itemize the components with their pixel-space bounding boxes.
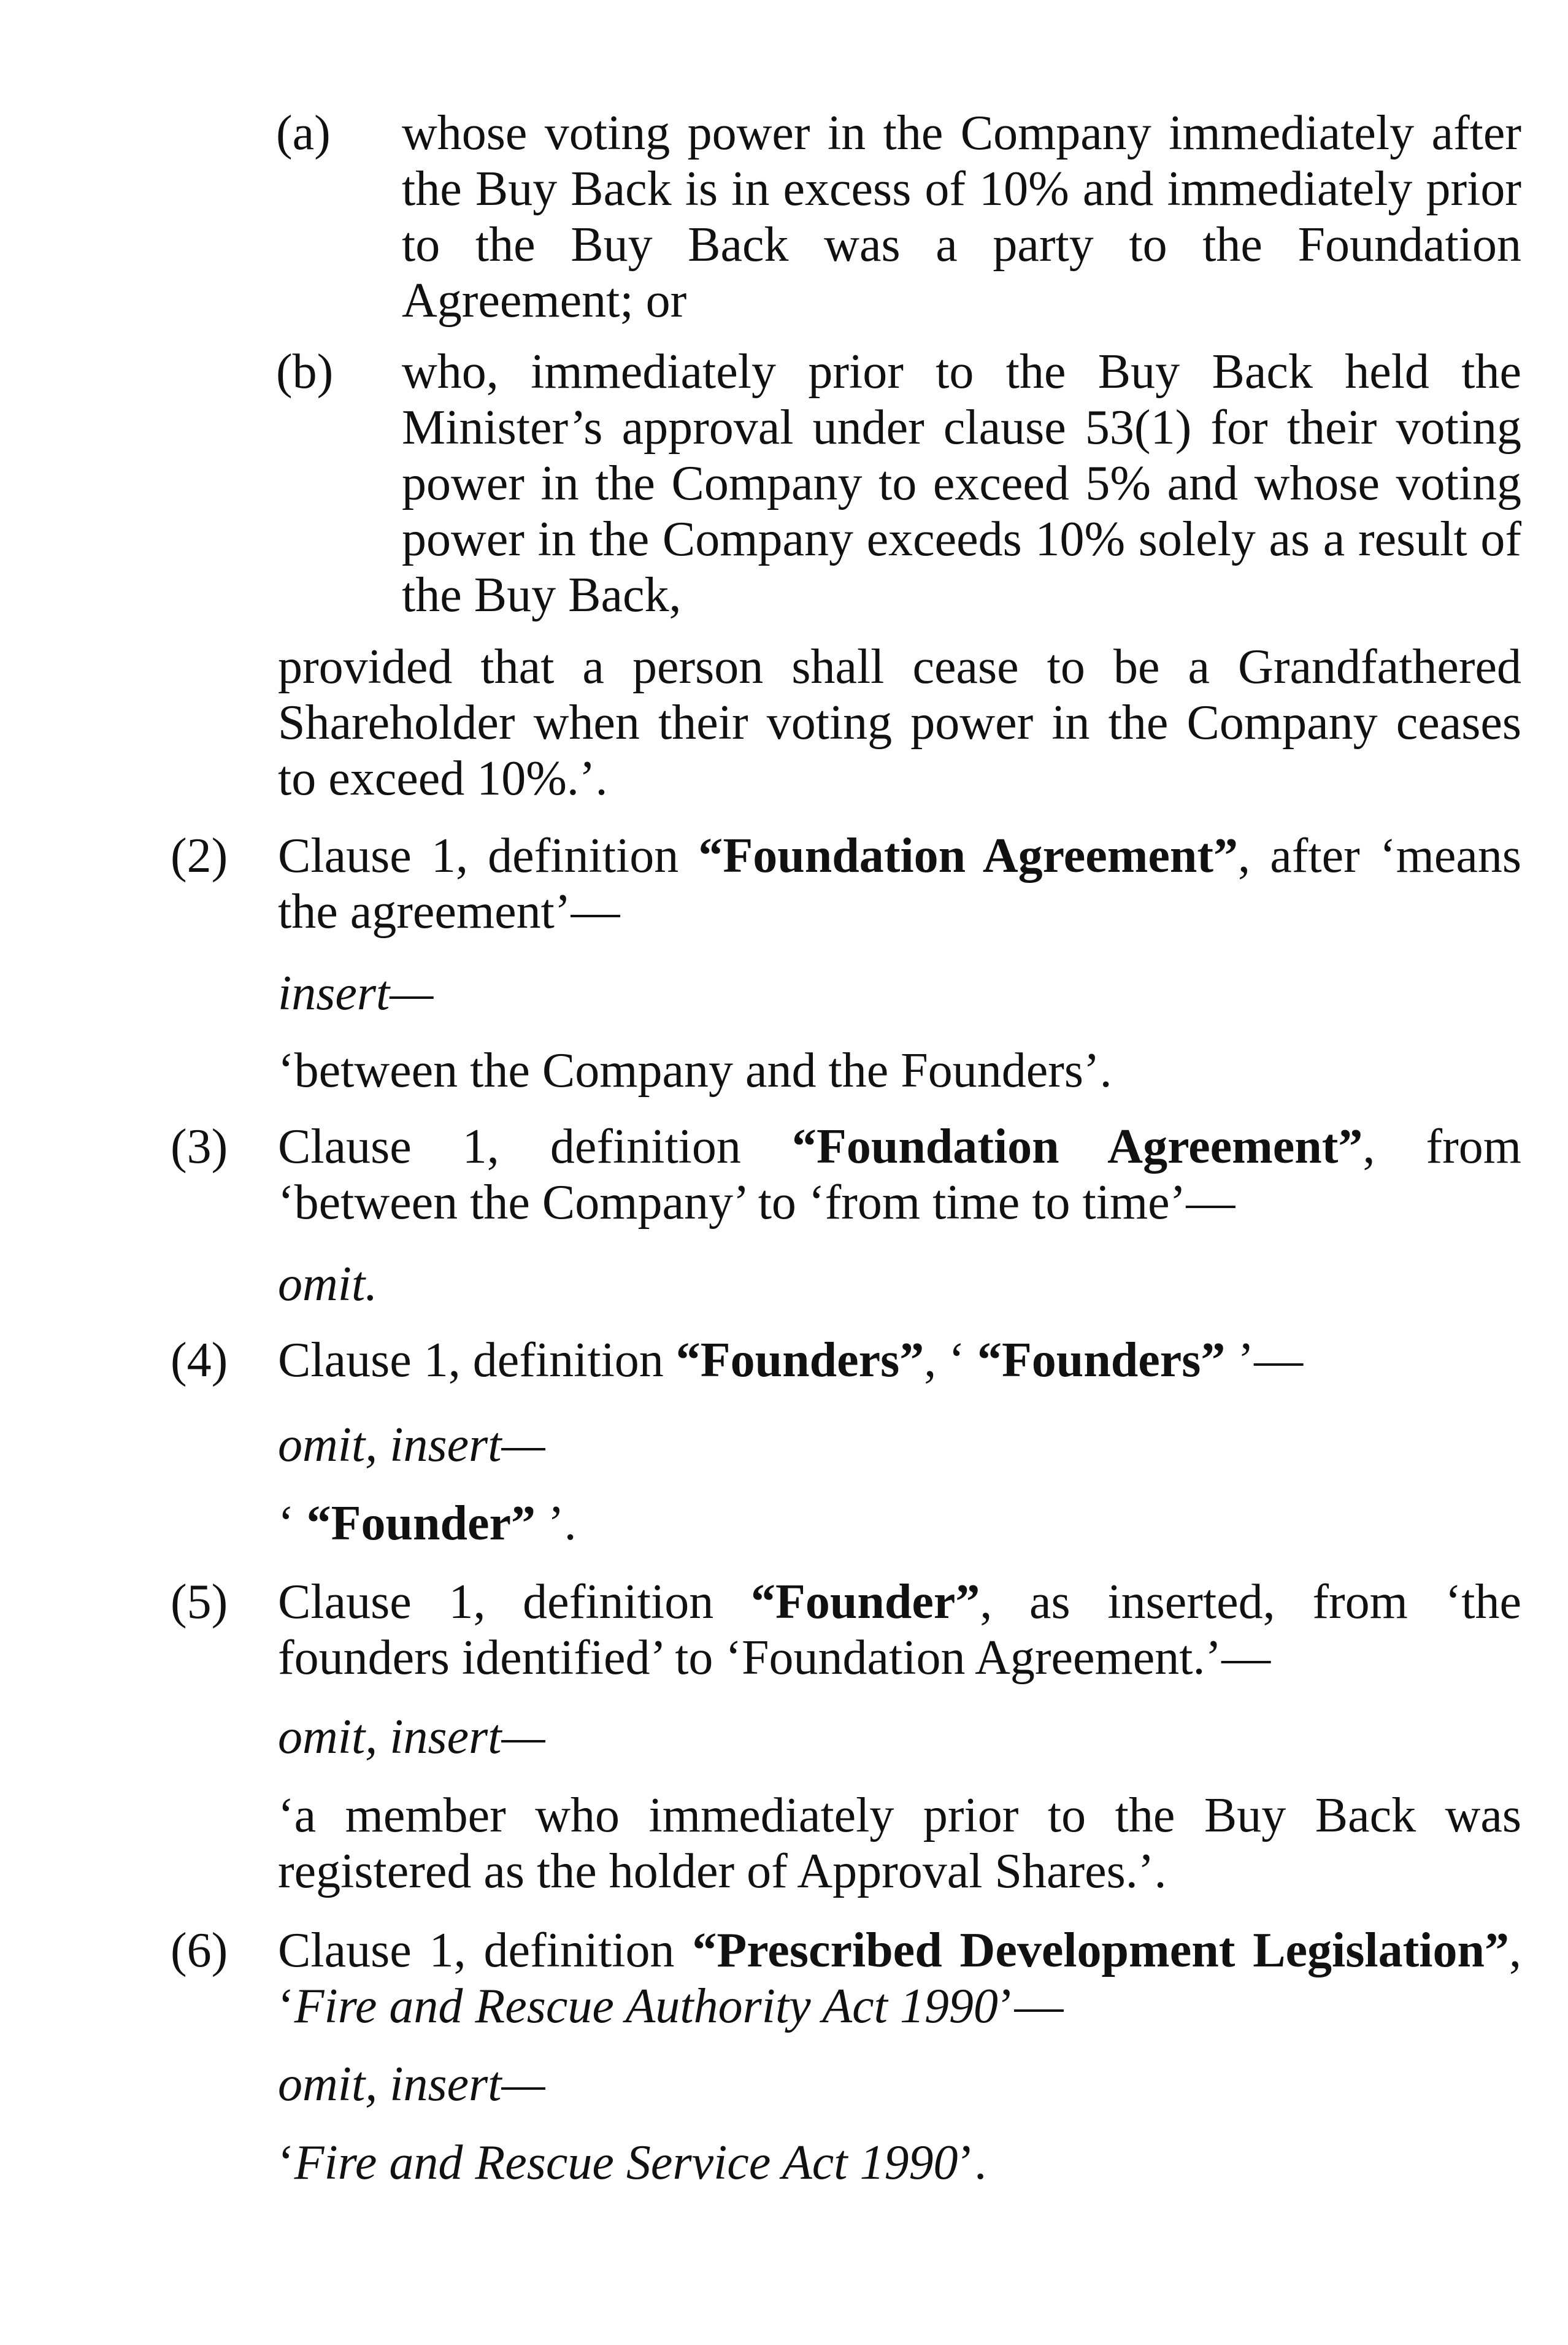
text-run: ‘ [278, 1496, 307, 1550]
text-line: ‘between the Company’ to ‘from time to time’— [278, 1176, 1236, 1230]
text-run: , from [1362, 1120, 1521, 1174]
item-5-heading [278, 1574, 1521, 1686]
item-2-inserted-text: ‘between the Company and the Founders’. [278, 1044, 1112, 1098]
text-line: founders identified’ to ‘Foundation Agreement.’— [278, 1631, 1271, 1685]
instruction-text: omit, insert— [278, 1710, 545, 1764]
item-3-instruction [278, 1257, 377, 1312]
text-line: Agreement; or [402, 274, 687, 328]
text-line: to exceed 10%.’. [278, 752, 608, 806]
text-line [278, 1574, 1521, 1630]
defined-term: “Foundation Agreement” [698, 829, 1239, 883]
text-line: Minister’s approval under clause 53(1) for their voting [402, 401, 1521, 455]
item-4-instruction [278, 1417, 545, 1473]
text-line: power in the Company exceeds 10% solely as a result of [402, 512, 1521, 566]
text-line [278, 1923, 1521, 1979]
text-line: provided that a person shall cease to be a Grandfathered [278, 640, 1521, 694]
item-2-heading [278, 828, 1521, 940]
text-line: the agreement’— [278, 885, 620, 939]
text-line: whose voting power in the Company immediately after [402, 106, 1521, 160]
text-run: ’. [536, 1496, 577, 1550]
defined-term: “Founders” [977, 1333, 1226, 1387]
text-line: who, immediately prior to the Buy Back held the [402, 345, 1521, 399]
text-run: ’— [1225, 1333, 1304, 1387]
text-run: , ‘ [924, 1333, 977, 1387]
defined-term: “Foundation Agreement” [791, 1120, 1363, 1174]
item-5-label: (5) [171, 1575, 228, 1629]
instruction-text: insert— [278, 966, 434, 1020]
text-run: ’— [997, 1979, 1064, 2033]
item-5-instruction [278, 1709, 545, 1765]
text-run: ‘ [278, 2136, 294, 2190]
item-6-instruction [278, 2057, 545, 2112]
text-run: , after ‘means [1238, 829, 1521, 883]
defined-term: “Founders” [675, 1333, 924, 1387]
instruction-text: omit, insert— [278, 1418, 545, 1472]
text-line: to the Buy Back was a party to the Foundation [402, 218, 1521, 272]
item-2-instruction [278, 966, 433, 1022]
subparagraph-b-text [402, 344, 1521, 623]
act-title: Fire and Rescue Service Act 1990 [294, 2136, 958, 2190]
subparagraph-a-text [402, 106, 1521, 329]
instruction-text: omit, insert— [278, 2057, 545, 2111]
item-5-inserted-text [278, 1788, 1521, 1900]
text-line: Shareholder when their voting power in the Company ceases [278, 696, 1521, 750]
item-4-heading [278, 1333, 1303, 1388]
text-run: Clause 1, definition [278, 1120, 792, 1174]
text-run: Clause 1, definition [278, 1575, 751, 1629]
defined-term: “Founder” [750, 1575, 980, 1629]
item-4-inserted-text [278, 1496, 577, 1552]
text-line: ‘a member who immediately prior to the Buy Back was [278, 1789, 1521, 1843]
subparagraph-a-label: (a) [276, 106, 331, 160]
item-6-inserted-text [278, 2135, 986, 2191]
item-3-label: (3) [171, 1120, 228, 1174]
text-line [278, 1979, 1521, 2035]
text-run: Clause 1, definition [278, 1923, 693, 1977]
text-line: registered as the holder of Approval Shares.’. [278, 1844, 1167, 1898]
proviso-paragraph [278, 639, 1521, 807]
text-run: , as inserted, from ‘the [980, 1575, 1521, 1629]
instruction-text: omit. [278, 1257, 378, 1311]
item-2-label: (2) [171, 829, 228, 883]
item-4-label: (4) [171, 1333, 228, 1387]
text-run: ‘ [278, 1979, 294, 2033]
act-title: Fire and Rescue Authority Act 1990 [294, 1979, 998, 2033]
item-6-label: (6) [171, 1923, 228, 1977]
text-run: Clause 1, definition [278, 1333, 676, 1387]
defined-term: “Founder” [306, 1496, 536, 1550]
text-run: ’. [958, 2136, 987, 2190]
text-line: the Buy Back is in excess of 10% and immediately prior [402, 162, 1521, 216]
text-line: power in the Company to exceed 5% and whose voting [402, 456, 1521, 510]
text-run: , [1509, 1923, 1521, 1977]
text-line [278, 828, 1521, 884]
text-line: the Buy Back, [402, 568, 682, 622]
item-3-heading [278, 1119, 1521, 1231]
defined-term: “Prescribed Development Legislation” [692, 1923, 1509, 1977]
item-6-heading [278, 1923, 1521, 2035]
text-line [278, 1119, 1521, 1175]
text-run: Clause 1, definition [278, 829, 699, 883]
subparagraph-b-label: (b) [276, 345, 334, 399]
